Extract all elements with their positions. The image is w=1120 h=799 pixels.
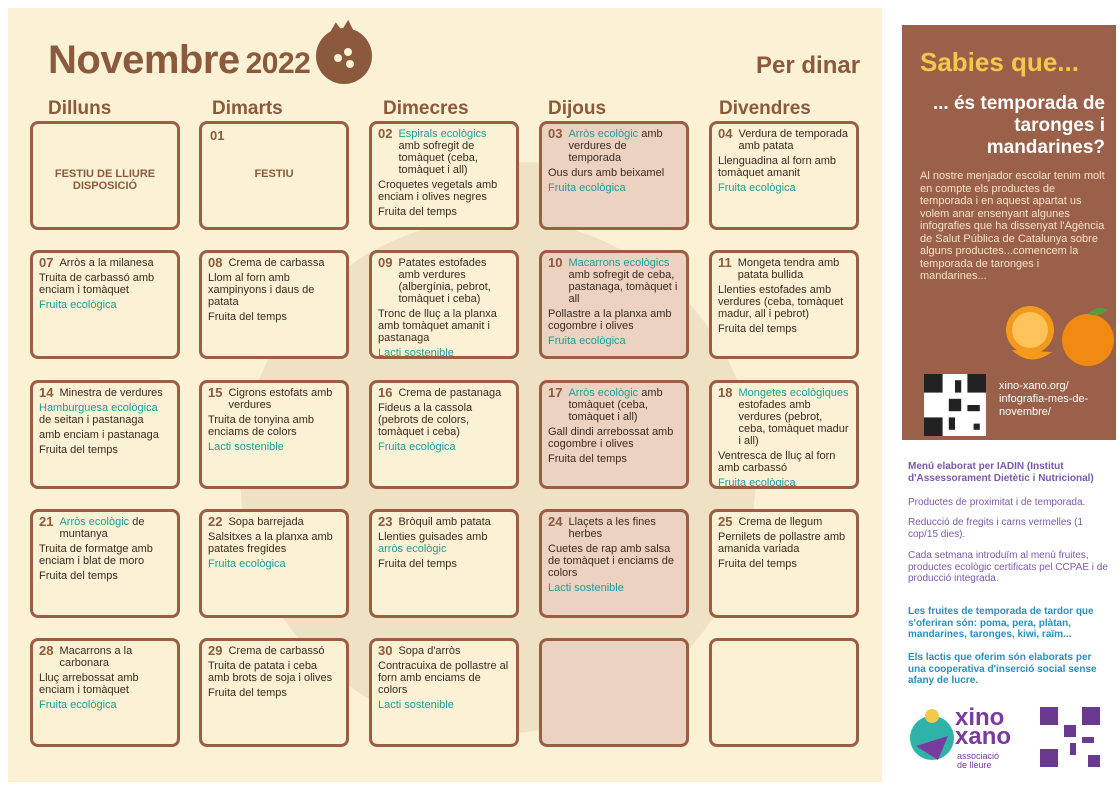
dish-segment: Salsitxes a la planxa amb patates fregides	[208, 531, 333, 555]
dish-text	[378, 441, 456, 453]
dish-text	[208, 311, 287, 323]
menu-dish	[208, 687, 340, 699]
menu-dish	[718, 128, 850, 152]
menu-dish	[39, 444, 171, 456]
eco-label: Fruita ecològica	[718, 182, 796, 194]
menu-dish	[39, 272, 171, 296]
dish-segment: Llom al forn amb xampinyons i daus de patata	[208, 272, 315, 308]
day-number: 01	[210, 128, 225, 143]
dish-text	[738, 516, 822, 528]
dish-segment: Truita de tonyina amb enciams de colors	[208, 414, 314, 438]
day-cell	[199, 638, 349, 747]
dish-segment: Llaçets a les fines herbes	[568, 516, 656, 540]
panel-paragraph: Al nostre menjador escolar tenim molt en compte els productes de temporada i en aquest apartat us volem anar ensenyant algunes infografies que ha dissenyat l'Agència de Salut Pública de Catalunya sobre alguns productes...comencem la temporada de taronges i mandarines...	[920, 170, 1105, 282]
dish-segment: Fruita del temps	[548, 453, 627, 465]
dish-segment: Sopa barrejada	[228, 516, 304, 528]
menu-dish	[548, 128, 680, 164]
day-cell	[539, 250, 689, 359]
infographic-link[interactable]	[999, 380, 1088, 419]
day-tuesday: Dimarts	[212, 98, 283, 119]
menu-dish	[548, 308, 680, 332]
day-monday: Dilluns	[48, 98, 112, 119]
day-cell	[369, 638, 519, 747]
day-number: 03	[548, 126, 563, 141]
dish-segment: Minestra de verdures	[59, 387, 163, 399]
dish-text	[398, 645, 460, 657]
dish-segment: Crema de llegum	[738, 516, 823, 528]
menu-dish	[378, 441, 510, 453]
day-number: 23	[378, 514, 393, 529]
eco-label: Mongetes ecològiques	[738, 387, 849, 399]
dish-segment: Verdura de temporada amb patata	[738, 128, 848, 152]
menu-dish	[548, 257, 680, 305]
logo-text	[955, 704, 1012, 750]
day-cell	[369, 509, 519, 618]
logo-line-1: xino	[955, 704, 1005, 731]
dish-segment: Cigrons estofats amb verdures	[228, 387, 333, 411]
dish-text	[378, 347, 454, 359]
dish-text	[398, 128, 510, 176]
dish-text	[718, 182, 796, 194]
year-label: 2022	[245, 47, 311, 80]
eco-label: Arròs ecològic	[568, 128, 639, 140]
dish-segment: Crema de pastanaga	[398, 387, 502, 399]
menu-dish	[378, 531, 510, 555]
dish-text	[378, 179, 497, 203]
menu-dish	[208, 387, 340, 411]
dish-text	[39, 429, 159, 441]
eco-label: Fruita ecològica	[548, 335, 626, 347]
dish-text	[208, 687, 287, 699]
menu-dish	[208, 311, 340, 323]
menu-dish	[378, 558, 510, 570]
eco-label: Hamburguesa ecològica	[39, 402, 158, 414]
dish-segment: amb sofregit de ceba, pastanaga, tomàquet i all	[568, 269, 678, 305]
dish-segment: Arròs a la milanesa	[59, 257, 154, 269]
dish-segment: de seitan i pastanaga	[39, 414, 144, 426]
dish-text	[208, 558, 286, 570]
dish-text	[39, 543, 153, 567]
dish-segment: Llenties estofades amb verdures (ceba, tomàquet madur, all i pebrot)	[718, 284, 844, 320]
day-number: 04	[718, 126, 733, 141]
day-number: 21	[39, 514, 54, 529]
info-lactis: Els lactis que oferim són elaborats per una cooperativa d'inserció social sense afany de lucre.	[908, 652, 1097, 686]
dish-text	[59, 257, 153, 269]
day-number: 16	[378, 385, 393, 400]
eco-label: Macarrons ecològics	[568, 257, 670, 269]
dish-text	[39, 299, 117, 311]
dish-segment: Fideus a la cassola (pebrots de colors, tomàquet i ceba)	[378, 402, 473, 438]
dish-text	[718, 450, 835, 474]
info-fruits: Les fruites de temporada de tardor que s'oferiran són: poma, pera, plàtan, mandarines, taronges, kiwi, raïm...	[908, 606, 1094, 640]
menu-dish	[39, 516, 171, 540]
menu-dish	[39, 299, 171, 311]
menu-dish	[208, 531, 340, 555]
dish-text	[59, 645, 171, 669]
menu-dish	[718, 558, 850, 570]
dish-segment: amb sofregit de tomàquet (ceba, tomàquet i all)	[398, 140, 478, 176]
dish-text	[718, 477, 796, 489]
eco-label: Fruita ecològica	[378, 441, 456, 453]
dish-text	[378, 660, 508, 696]
dish-segment: Fruita del temps	[39, 570, 118, 582]
menu-dish	[378, 645, 510, 657]
menu-dish	[378, 347, 510, 359]
dish-segment: estofades amb verdures (pebrot, ceba, tomàquet madur i all)	[738, 399, 849, 447]
dish-text	[548, 335, 626, 347]
page-title	[48, 38, 310, 83]
dish-text	[718, 284, 843, 320]
menu-dish	[718, 182, 850, 194]
day-friday: Divendres	[719, 98, 811, 119]
dish-segment: Bròquil amb patata	[398, 516, 491, 528]
dish-text	[39, 570, 118, 582]
day-cell	[539, 121, 689, 230]
dish-segment: Sopa d'arròs	[398, 645, 461, 657]
day-cell	[709, 121, 859, 230]
dish-segment: Truita de formatge amb enciam i blat de moro	[39, 543, 153, 567]
dish-text	[738, 257, 850, 281]
menu-dish	[378, 179, 510, 203]
day-number: 10	[548, 255, 563, 270]
month-label: Novembre	[48, 38, 240, 82]
dish-text	[378, 402, 472, 438]
menu-dish	[208, 516, 340, 528]
day-cell	[199, 121, 349, 230]
dish-segment: Cuetes de rap amb salsa de tomàquet i enciams de colors	[548, 543, 674, 579]
eco-label: Fruita ecològica	[548, 182, 626, 194]
sabies-que-panel	[902, 25, 1116, 440]
eco-label: Espirals ecològics	[398, 128, 487, 140]
dish-text	[228, 516, 303, 528]
panel-heading: Sabies que...	[920, 47, 1079, 77]
day-cell	[30, 509, 180, 618]
dish-text	[208, 531, 333, 555]
dish-segment: Fruita del temps	[208, 311, 287, 323]
dish-segment: Ventresca de lluç al forn amb carbassó	[718, 450, 836, 474]
menu-dish	[718, 477, 850, 489]
dish-text	[548, 308, 672, 332]
qr-code-icon[interactable]	[924, 374, 986, 436]
logo-subtext	[957, 752, 999, 770]
menu-dish	[208, 660, 340, 684]
day-number: 25	[718, 514, 733, 529]
info-proximity: Productes de proximitat i de temporada.	[908, 497, 1086, 508]
menu-dish	[718, 387, 850, 447]
dish-text	[398, 387, 501, 399]
day-number: 14	[39, 385, 54, 400]
day-thursday: Dijous	[548, 98, 607, 119]
url-line-3: novembre/	[999, 406, 1051, 418]
url-line-1: xino-xano.org/	[999, 380, 1069, 392]
dish-text	[59, 516, 171, 540]
menu-dish	[378, 660, 510, 696]
menu-dish	[208, 645, 340, 657]
day-cell	[199, 250, 349, 359]
eco-label: Fruita ecològica	[208, 558, 286, 570]
logo-line-2: xano	[955, 723, 1012, 750]
day-number: 24	[548, 514, 563, 529]
menu-dish	[39, 543, 171, 567]
dish-segment: amb verdures de temporada	[568, 128, 663, 164]
day-cell	[30, 380, 180, 489]
dish-text	[208, 414, 314, 438]
dish-segment: Ous durs amb beixamel	[548, 167, 665, 179]
menu-dish	[378, 206, 510, 218]
day-cell	[30, 121, 180, 230]
dish-segment: Croquetes vegetals amb enciam i olives negres	[378, 179, 498, 203]
day-cell	[199, 509, 349, 618]
menu-dish	[378, 387, 510, 399]
logo-sub-1: associació	[957, 751, 1000, 761]
dish-text	[718, 531, 845, 555]
menu-dish	[548, 335, 680, 347]
dish-segment: Mongeta tendra amb patata bullida	[737, 257, 840, 281]
info-reduction: Reducció de fregits i carns vermelles (1 cop/15 dies).	[908, 517, 1084, 540]
menu-dish	[718, 155, 850, 179]
dish-segment: Crema de carbassa	[228, 257, 325, 269]
menu-dish	[39, 570, 171, 582]
dish-text	[548, 182, 626, 194]
menu-dish	[208, 257, 340, 269]
dish-text	[718, 323, 797, 335]
dish-text	[59, 387, 162, 399]
dish-segment: Llenties guisades amb	[378, 531, 488, 543]
day-number: 18	[718, 385, 733, 400]
dish-text	[208, 660, 332, 684]
dish-segment: Fruita del temps	[39, 444, 118, 456]
dish-segment: Lluç arrebossat amb enciam i tomàquet	[39, 672, 139, 696]
menu-dish	[39, 672, 171, 696]
menu-dish	[548, 516, 680, 540]
day-number: 29	[208, 643, 223, 658]
day-cell	[539, 509, 689, 618]
menu-dish	[718, 323, 850, 335]
dish-text	[378, 206, 457, 218]
dish-segment: Pernilets de pollastre amb amanida variada	[718, 531, 846, 555]
menu-dish	[548, 543, 680, 579]
eco-label: Arròs ecològic	[59, 516, 130, 528]
dish-text	[39, 672, 139, 696]
menu-dish	[378, 516, 510, 528]
dish-segment: Truita de carbassó amb enciam i tomàquet	[39, 272, 155, 296]
day-number: 28	[39, 643, 54, 658]
dish-segment: Contracuixa de pollastre al forn amb enciams de colors	[378, 660, 509, 696]
menu-dish	[548, 582, 680, 594]
day-number: 11	[718, 255, 732, 270]
holiday-label: FESTIU	[254, 168, 294, 180]
dish-text	[39, 272, 154, 296]
dish-segment: Truita de patata i ceba amb brots de soja i olives	[208, 660, 333, 684]
day-number: 22	[208, 514, 223, 529]
dish-text	[738, 128, 850, 152]
dish-text	[208, 441, 284, 453]
orange-icon	[1000, 300, 1116, 370]
menu-dish	[548, 453, 680, 465]
day-number: 08	[208, 255, 223, 270]
panel-question: ... és temporada de taronges i mandarines?	[932, 93, 1105, 158]
logo-sub-2: de lleure	[957, 760, 992, 770]
menu-dish	[378, 257, 510, 305]
info-elaborated: Menú elaborat per IADIN (Institut d'Assessorament Dietètic i Nutricional)	[908, 461, 1094, 484]
dish-text	[378, 531, 487, 555]
menu-calendar	[8, 8, 882, 782]
dish-segment: Crema de carbassó	[228, 645, 325, 657]
day-cell	[30, 250, 180, 359]
dish-text	[228, 387, 340, 411]
day-number: 15	[208, 385, 223, 400]
eco-label: Lacti sostenible	[378, 347, 454, 359]
day-cell	[30, 638, 180, 747]
menu-dish	[39, 402, 171, 426]
dish-text	[738, 387, 850, 447]
dish-text	[568, 257, 680, 305]
eco-label: arròs ecològic	[378, 543, 447, 555]
dish-segment: Gall dindi arrebossat amb cogombre i olives	[548, 426, 674, 450]
dish-segment: amb tomàquet (ceba, tomàquet i all)	[568, 387, 663, 423]
menu-dish	[378, 699, 510, 711]
menu-dish	[548, 426, 680, 450]
pomegranate-icon	[308, 18, 378, 88]
dish-segment: de muntanya	[59, 516, 145, 540]
menu-dish	[548, 182, 680, 194]
menu-dish	[39, 429, 171, 441]
url-line-2: infografia-mes-de-	[999, 393, 1089, 405]
day-number: 02	[378, 126, 393, 141]
day-cell	[369, 250, 519, 359]
day-cell	[709, 509, 859, 618]
menu-dish	[718, 516, 850, 528]
menu-dish	[39, 257, 171, 269]
eco-label: Fruita ecològica	[39, 299, 117, 311]
menu-dish	[39, 699, 171, 711]
dish-text	[718, 155, 836, 179]
info-weekly: Cada setmana introduïm al menú fruites, productes ecològic certificats pel CCPAE i de producció integrada.	[908, 550, 1108, 584]
day-cell	[199, 380, 349, 489]
dish-text	[228, 645, 324, 657]
menu-dish	[208, 558, 340, 570]
dish-text	[548, 582, 624, 594]
dish-text	[378, 558, 457, 570]
day-cell	[539, 380, 689, 489]
dish-text	[39, 444, 118, 456]
menu-dish	[718, 284, 850, 320]
holiday-label: FESTIU DE LLIURE DISPOSICIÓ	[54, 168, 156, 192]
menu-dish	[208, 441, 340, 453]
day-cell	[369, 380, 519, 489]
menu-dish	[718, 450, 850, 474]
dish-text	[208, 272, 314, 308]
dish-text	[718, 558, 797, 570]
day-cell	[709, 638, 859, 747]
eco-label: Fruita ecològica	[718, 477, 796, 489]
meal-subtitle: Per dinar	[756, 52, 861, 79]
dish-text	[398, 257, 510, 305]
dish-text	[378, 308, 497, 344]
dish-segment: Macarrons a la carbonara	[59, 645, 133, 669]
eco-label: Lacti sostenible	[208, 441, 284, 453]
dish-text	[378, 699, 454, 711]
eco-label: Fruita ecològica	[39, 699, 117, 711]
menu-dish	[208, 414, 340, 438]
dish-text	[548, 453, 627, 465]
menu-dish	[378, 402, 510, 438]
dish-text	[548, 167, 664, 179]
eco-label: Arròs ecològic	[568, 387, 639, 399]
eco-label: Lacti sostenible	[548, 582, 624, 594]
menu-dish	[378, 308, 510, 344]
dish-text	[568, 516, 680, 540]
day-wednesday: Dimecres	[383, 98, 469, 119]
dish-segment: Fruita del temps	[718, 558, 797, 570]
day-number: 09	[378, 255, 393, 270]
day-cell	[369, 121, 519, 230]
dish-segment: Llenguadina al forn amb tomàquet amanit	[718, 155, 837, 179]
dish-segment: Fruita del temps	[378, 558, 457, 570]
dish-segment: Fruita del temps	[718, 323, 797, 335]
menu-dish	[548, 167, 680, 179]
dish-segment: Pollastre a la planxa amb cogombre i olives	[548, 308, 672, 332]
menu-dish	[378, 128, 510, 176]
day-number: 07	[39, 255, 54, 270]
day-cell	[709, 250, 859, 359]
dish-text	[548, 426, 673, 450]
day-cell	[709, 380, 859, 489]
menu-dish	[718, 531, 850, 555]
menu-dish	[39, 645, 171, 669]
eco-label: Lacti sostenible	[378, 699, 454, 711]
dish-text	[228, 257, 324, 269]
dish-segment: amb enciam i pastanaga	[39, 429, 159, 441]
dish-text	[568, 128, 680, 164]
menu-dish	[548, 387, 680, 423]
dish-segment: Tronc de lluç a la planxa amb tomàquet amanit i pastanaga	[378, 308, 497, 344]
dish-text	[39, 699, 117, 711]
day-number: 17	[548, 385, 563, 400]
qr-code-icon[interactable]	[1040, 707, 1100, 767]
dish-text	[39, 402, 158, 426]
dish-text	[398, 516, 490, 528]
dish-segment: Fruita del temps	[378, 206, 457, 218]
dish-text	[568, 387, 680, 423]
day-number: 30	[378, 643, 393, 658]
day-cell	[539, 638, 689, 747]
dish-segment: Fruita del temps	[208, 687, 287, 699]
menu-dish	[208, 272, 340, 308]
dish-text	[548, 543, 674, 579]
menu-dish	[39, 387, 171, 399]
menu-dish	[718, 257, 850, 281]
dish-segment: Patates estofades amb verdures (albergínia, pebrot, tomàquet i ceba)	[398, 257, 491, 305]
